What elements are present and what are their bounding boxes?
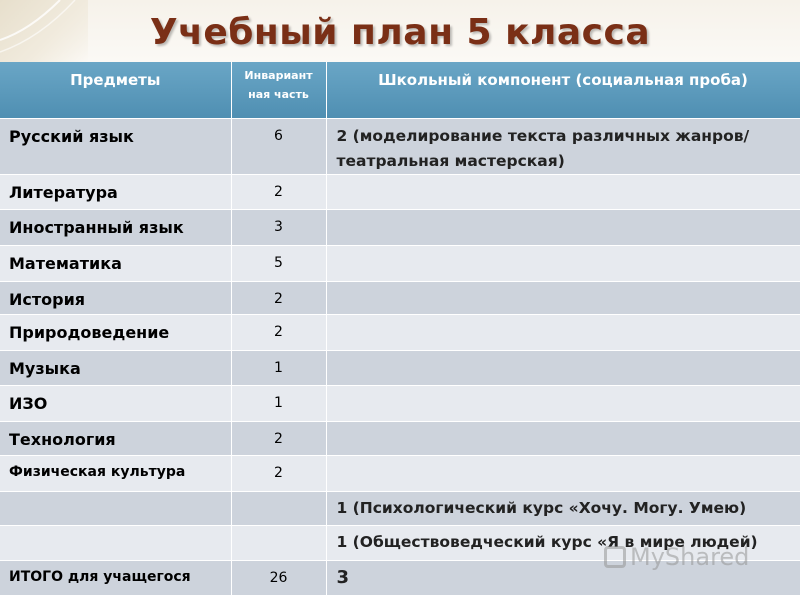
subject-cell [0,492,231,526]
hours-cell: 2 [231,422,326,456]
component-cell [326,282,800,315]
hours-cell: 6 [231,119,326,175]
subject-cell: Русский язык [0,119,231,175]
hours-cell: 2 [231,315,326,351]
hours-cell: 5 [231,246,326,282]
table-header-row [0,62,800,119]
table-row [0,175,800,210]
component-cell [326,456,800,492]
table-row [0,422,800,456]
component-cell [326,386,800,422]
table-row [0,282,800,315]
component-cell [326,175,800,210]
table-row [0,351,800,386]
header-school-component: Школьный компонент (социальная проба) [326,62,800,119]
component-cell: 1 (Психологический курс «Хочу. Могу. Умею) [326,492,800,526]
subject-cell: Природоведение [0,315,231,351]
hours-cell: 2 [231,282,326,315]
table-row [0,210,800,246]
table-row [0,492,800,526]
hours-cell [231,492,326,526]
watermark-logo-icon [604,546,626,568]
subject-cell: ИЗО [0,386,231,422]
header-subjects: Предметы [0,62,231,119]
hours-cell: 2 [231,456,326,492]
subject-cell: Технология [0,422,231,456]
subject-cell [0,526,231,561]
subject-cell: Математика [0,246,231,282]
hours-cell [231,526,326,561]
subject-cell: Физическая культура [0,456,231,492]
table-row [0,386,800,422]
component-cell [326,422,800,456]
component-cell: 2 (моделирование текста различных жанров/ театральная мастерская) [326,119,800,175]
component-cell [326,315,800,351]
subject-cell: Иностранный язык [0,210,231,246]
hours-cell: 3 [231,210,326,246]
component-cell [326,351,800,386]
hours-cell: 1 [231,386,326,422]
total-hours-cell: 26 [231,561,326,595]
table-row [0,315,800,351]
hours-cell: 2 [231,175,326,210]
curriculum-table [0,62,800,595]
component-cell [326,210,800,246]
component-cell: 1 (Обществоведческий курс «Я в мире людей) [326,526,800,561]
component-cell [326,246,800,282]
header-invariant: Инвариант ная часть [231,62,326,119]
subject-cell: Музыка [0,351,231,386]
subject-cell: Литература [0,175,231,210]
total-label-cell: ИТОГО для учащегося [0,561,231,595]
table-row [0,119,800,175]
table-row [0,456,800,492]
watermark: MyShared [604,543,749,571]
hours-cell: 1 [231,351,326,386]
total-component-cell: 3 [326,561,800,595]
table-row [0,246,800,282]
subject-cell: История [0,282,231,315]
page-title: Учебный план 5 класса [149,12,651,53]
